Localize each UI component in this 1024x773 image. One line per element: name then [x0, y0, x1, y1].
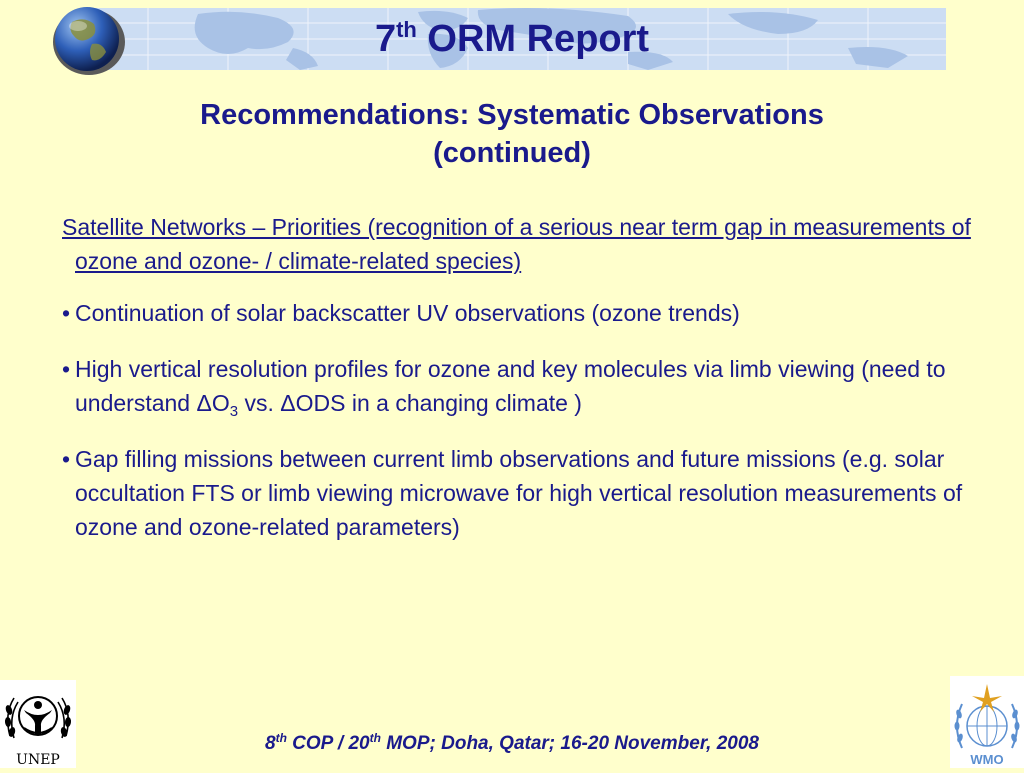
footer-ordinal-2: th	[369, 731, 381, 745]
title-text: ORM Report	[416, 18, 650, 60]
slide-subtitle	[100, 96, 924, 172]
footer-text-1: 8	[265, 733, 276, 754]
bullet-marker: •	[62, 356, 71, 382]
bullet-list	[62, 296, 972, 544]
bullet-text: Continuation of solar backscatter UV observations (ozone trends)	[75, 300, 740, 326]
subtitle-line-1: Recommendations: Systematic Observations	[200, 99, 824, 131]
wmo-wordmark: WMO	[970, 752, 1004, 767]
footer-caption	[0, 733, 1024, 755]
subtitle-line-2: (continued)	[433, 137, 591, 169]
slide-title	[0, 14, 1024, 64]
footer-text-2: COP / 20	[286, 733, 370, 754]
bullet-item	[62, 352, 972, 420]
bullet-text-continued: vs. ΔODS in a changing climate )	[238, 390, 582, 416]
title-ordinal: th	[396, 17, 417, 42]
unep-wordmark: UNEP	[16, 752, 60, 768]
bullet-text: Gap filling missions between current limb observations and future missions (e.g. solar occultation FTS or limb viewing microwave for high vertical resolution measurements of ozone and ozone-related parameters)	[75, 446, 963, 540]
bullet-item	[62, 296, 972, 330]
footer-ordinal-1: th	[275, 731, 287, 745]
subscript: 3	[229, 403, 239, 420]
title-number: 7	[374, 18, 397, 60]
bullet-item	[62, 442, 972, 544]
bullet-marker: •	[62, 300, 71, 326]
bullet-marker: •	[62, 446, 71, 472]
bullet-text: High vertical resolution profiles for ozone and key molecules via limb viewing (need to understand ΔO	[75, 356, 946, 416]
footer-text-3: MOP; Doha, Qatar; 16-20 November, 2008	[380, 733, 759, 754]
section-heading: Satellite Networks – Priorities (recognition of a serious near term gap in measurements of ozone and ozone- / climate-related species)	[62, 214, 971, 274]
slide-body	[62, 210, 972, 566]
